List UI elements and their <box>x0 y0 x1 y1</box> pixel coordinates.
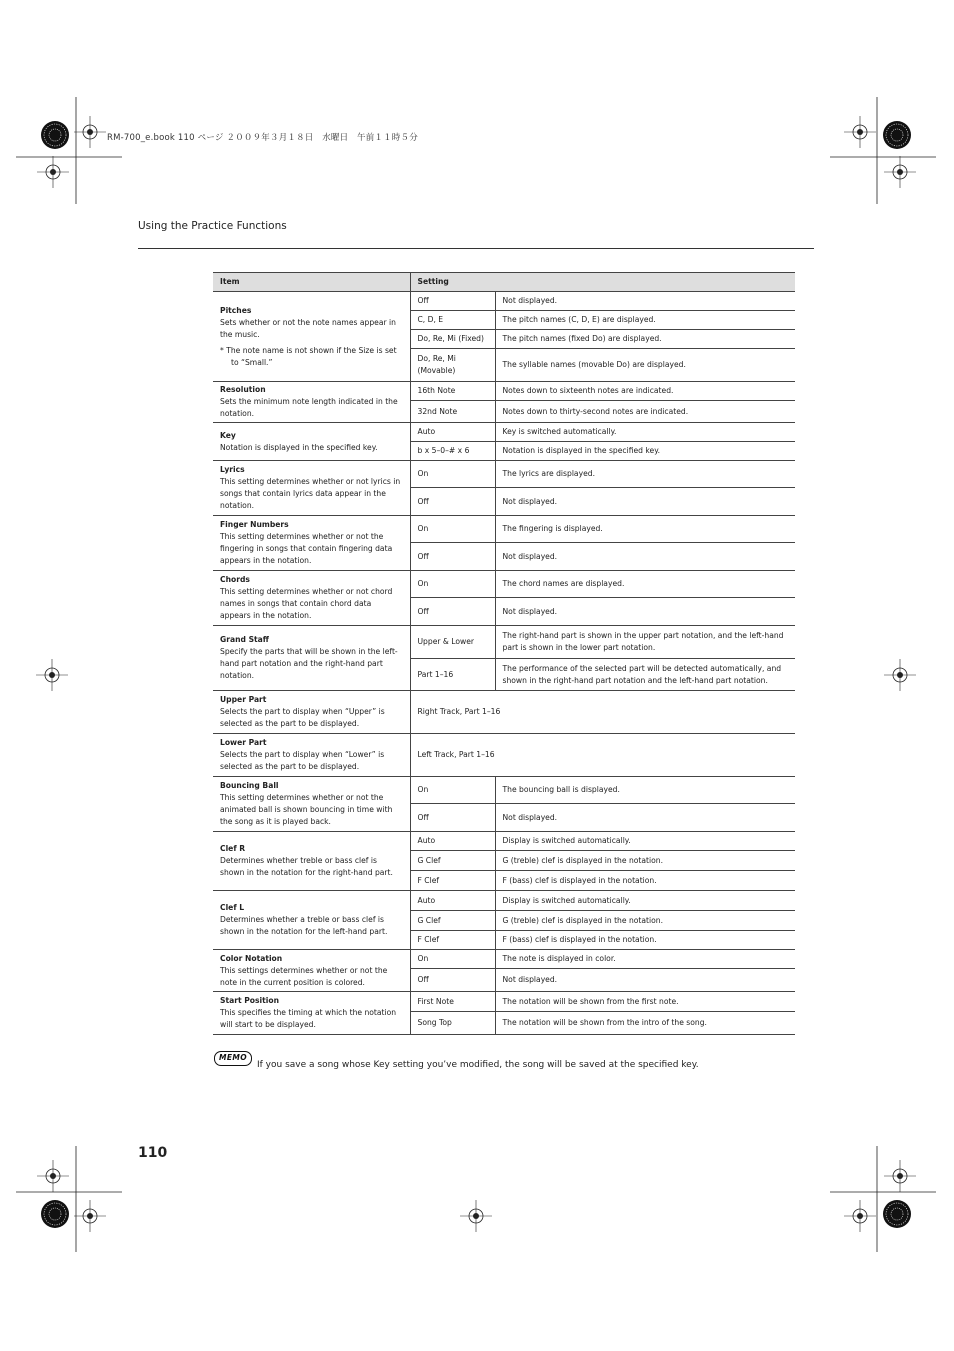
item-name: Key <box>220 430 236 440</box>
setting-value: G Clef <box>410 851 495 871</box>
setting-description: Not displayed. <box>502 975 558 984</box>
column-header-item: Item <box>213 273 410 292</box>
item-name: Color Notation <box>220 953 283 963</box>
setting-description: G (treble) clef is displayed in the notation. <box>502 915 663 925</box>
item-cell <box>213 891 410 950</box>
table-row <box>213 950 795 969</box>
setting-value: Off <box>410 543 495 571</box>
item-name: Lyrics <box>220 465 245 474</box>
setting-value: Auto <box>410 891 495 911</box>
item-description: Selects the part to display when “Upper” is selected as the part to be displayed. <box>220 707 385 728</box>
setting-value: G Clef <box>410 911 495 931</box>
item-description: Specify the parts that will be shown in the left-hand part notation and the right-hand part notation. <box>220 647 398 680</box>
setting-value: Song Top <box>410 1012 495 1035</box>
table-header-row <box>213 273 795 292</box>
setting-value: Off <box>410 598 495 626</box>
table-row <box>213 734 795 777</box>
item-description: Determines whether a treble or bass clef is shown in the notation for the left-hand part. <box>220 915 388 936</box>
memo-icon: MEMO <box>214 1051 252 1066</box>
item-cell <box>213 626 410 691</box>
item-cell <box>213 734 410 777</box>
table-row <box>213 992 795 1012</box>
setting-value: On <box>410 571 495 598</box>
setting-description: The performance of the selected part will be detected automatically, and shown in the right-hand part notation and the left-hand part notation. <box>502 663 782 685</box>
setting-description: Display is switched automatically. <box>502 836 631 845</box>
item-name: Finger Numbers <box>220 520 289 529</box>
setting-description: Not displayed. <box>502 296 558 305</box>
setting-description: F (bass) clef is displayed in the notation. <box>502 875 657 885</box>
table-row <box>213 691 795 734</box>
setting-description: Not displayed. <box>502 812 558 822</box>
table-row <box>213 516 795 543</box>
setting-value: 16th Note <box>410 382 495 401</box>
table-row <box>213 777 795 804</box>
setting-value: Auto <box>410 832 495 851</box>
item-description: This specifies the timing at which the notation will start to be displayed. <box>220 1008 397 1029</box>
setting-value: Off <box>410 969 495 992</box>
header-rule <box>138 248 814 249</box>
setting-description: F (bass) clef is displayed in the notation. <box>502 935 657 944</box>
setting-description: The pitch names (C, D, E) are displayed. <box>502 315 656 324</box>
setting-value: Auto <box>410 423 495 442</box>
setting-value: First Note <box>410 992 495 1012</box>
page-number: 110 <box>138 1145 168 1161</box>
item-name: Grand Staff <box>220 635 269 644</box>
setting-value: Upper & Lower <box>410 626 495 659</box>
setting-value: On <box>410 950 495 969</box>
item-description: Sets whether or not the note names appear in the music. <box>220 317 396 339</box>
setting-value: C, D, E <box>410 311 495 330</box>
setting-value: Left Track, Part 1–16 <box>417 750 495 759</box>
setting-value: Right Track, Part 1–16 <box>417 707 501 716</box>
item-name: Pitches <box>220 305 252 315</box>
table-row <box>213 832 795 851</box>
item-cell <box>213 292 410 382</box>
setting-value: Off <box>410 292 495 311</box>
item-name: Bouncing Ball <box>220 781 279 790</box>
item-name: Clef R <box>220 844 246 853</box>
item-description: Notation is displayed in the specified key. <box>220 442 378 452</box>
setting-description: The syllable names (movable Do) are displayed. <box>502 360 686 369</box>
item-cell <box>213 423 410 461</box>
table-row <box>213 891 795 911</box>
setting-value: On <box>410 516 495 543</box>
settings-table <box>213 272 795 1035</box>
setting-value: Part 1–16 <box>410 659 495 691</box>
setting-description: Not displayed. <box>502 606 558 616</box>
setting-value: On <box>410 461 495 488</box>
setting-description: The note is displayed in color. <box>502 954 616 963</box>
table-row <box>213 626 795 659</box>
item-name: Upper Part <box>220 695 267 704</box>
item-description: This setting determines whether or not lyrics in songs that contain lyrics data appear in the notation. <box>220 477 401 510</box>
item-cell <box>213 777 410 832</box>
setting-value: 32nd Note <box>410 401 495 423</box>
setting-description: The bouncing ball is displayed. <box>502 785 620 794</box>
item-name: Chords <box>220 575 250 584</box>
setting-value: Do, Re, Mi (Movable) <box>410 349 495 382</box>
memo-text: If you save a song whose Key setting you’ve modified, the song will be saved at the specified key. <box>257 1060 699 1070</box>
table-row <box>213 423 795 442</box>
setting-value: Off <box>410 488 495 516</box>
item-cell <box>213 516 410 571</box>
item-cell <box>213 992 410 1035</box>
setting-description: The lyrics are displayed. <box>502 469 595 478</box>
setting-description: The pitch names (fixed Do) are displayed. <box>502 334 662 343</box>
item-cell <box>213 691 410 734</box>
setting-description: The chord names are displayed. <box>502 579 625 588</box>
setting-value: Off <box>410 804 495 832</box>
item-description: Determines whether treble or bass clef is shown in the notation for the right-hand part. <box>220 856 393 877</box>
item-description: This setting determines whether or not chord names in songs that contain chord data appears in the notation. <box>220 587 393 620</box>
table-row <box>213 461 795 488</box>
column-header-setting: Setting <box>417 277 449 286</box>
item-description: Selects the part to display when “Lower” is selected as the part to be displayed. <box>220 750 385 771</box>
setting-description: Not displayed. <box>502 551 558 561</box>
setting-description: Notes down to sixteenth notes are indicated. <box>502 386 674 395</box>
item-name: Resolution <box>220 385 266 394</box>
setting-value: Do, Re, Mi (Fixed) <box>410 330 495 349</box>
item-description: This settings determines whether or not the note in the current position is colored. <box>220 965 388 987</box>
table-row <box>213 292 795 311</box>
setting-value: F Clef <box>410 931 495 950</box>
item-description: This setting determines whether or not the fingering in songs that contain fingering data appears in the notation. <box>220 532 393 565</box>
section-title: Using the Practice Functions <box>138 220 287 232</box>
item-description: This setting determines whether or not the animated ball is shown bouncing in time with the song as it is played back. <box>220 793 393 826</box>
setting-description: Key is switched automatically. <box>502 427 617 436</box>
setting-description: The notation will be shown from the first note. <box>502 996 679 1006</box>
item-cell <box>213 571 410 626</box>
item-note: * The note name is not shown if the Size is set to “Small.” <box>220 345 397 367</box>
setting-value: On <box>410 777 495 804</box>
table-row <box>213 382 795 401</box>
file-info-header: RM-700_e.book 110 ページ ２００９年３月１８日 水曜日 午前１１時５分 <box>107 133 418 143</box>
setting-description: Notation is displayed in the specified key. <box>502 446 661 455</box>
item-cell <box>213 832 410 891</box>
table-row <box>213 571 795 598</box>
setting-description: Display is switched automatically. <box>502 895 631 905</box>
setting-description: The notation will be shown from the intro of the song. <box>502 1018 707 1027</box>
item-description: Sets the minimum note length indicated in the notation. <box>220 397 398 418</box>
item-name: Clef L <box>220 903 245 912</box>
item-cell <box>213 950 410 992</box>
item-name: Lower Part <box>220 738 267 747</box>
setting-value: F Clef <box>410 871 495 891</box>
setting-description: Not displayed. <box>502 496 558 506</box>
setting-description: The fingering is displayed. <box>502 524 603 533</box>
item-name: Start Position <box>220 996 280 1005</box>
item-cell <box>213 461 410 516</box>
item-cell <box>213 382 410 423</box>
setting-description: Notes down to thirty-second notes are indicated. <box>502 406 689 416</box>
setting-description: G (treble) clef is displayed in the notation. <box>502 855 663 865</box>
setting-description: The right-hand part is shown in the upper part notation, and the left-hand part is shown in the lower part notation. <box>502 631 784 652</box>
setting-value: b x 5–0–# x 6 <box>410 442 495 461</box>
